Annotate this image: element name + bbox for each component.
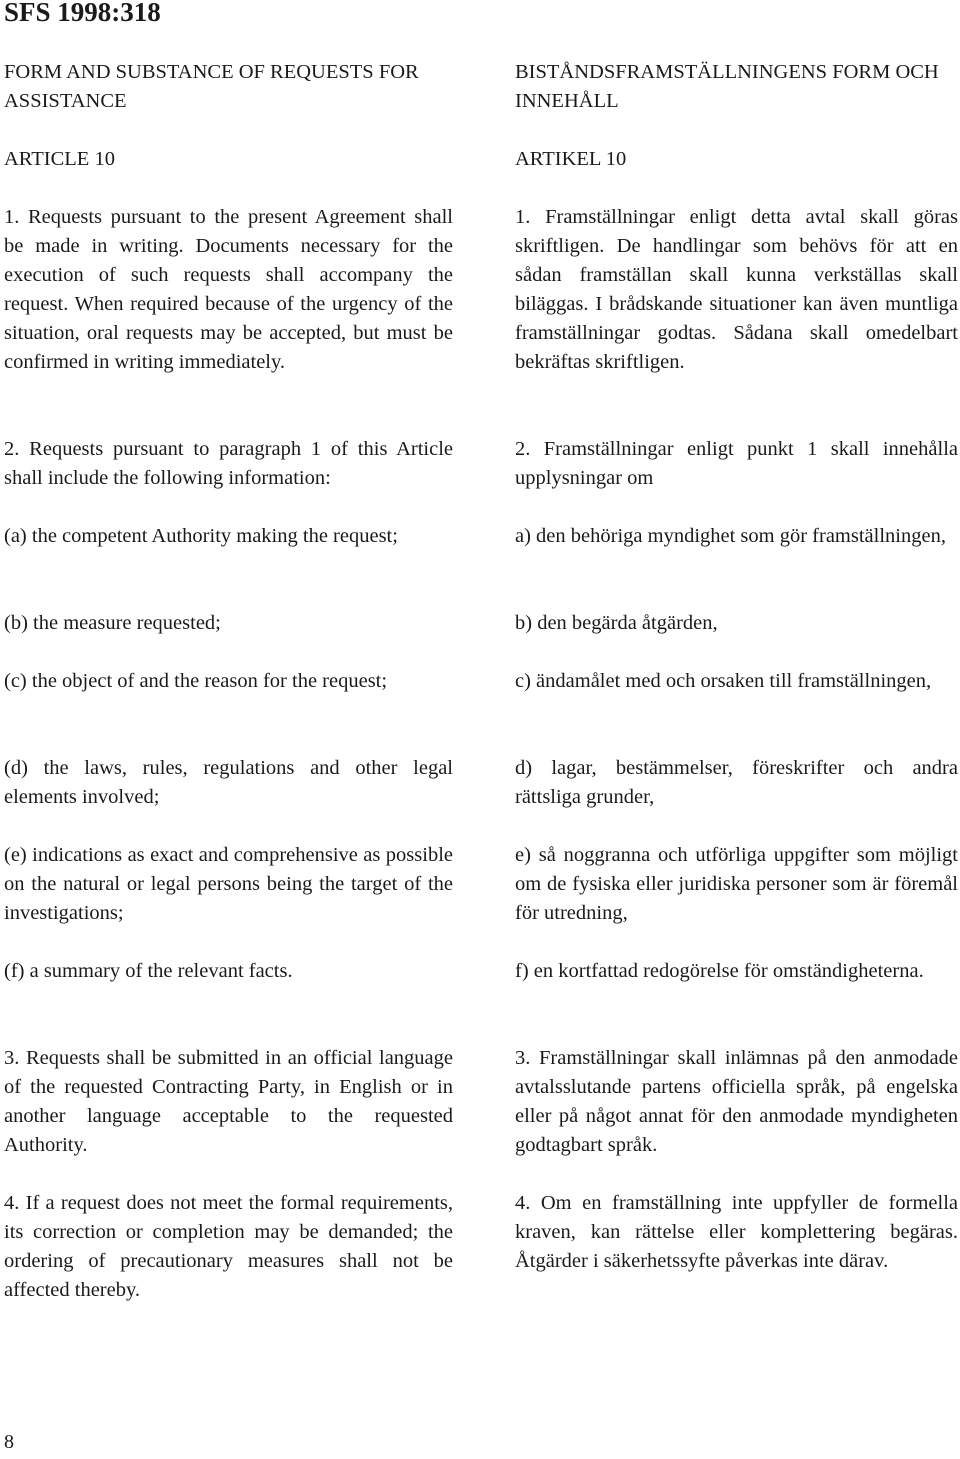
english-item-b: (b) the measure requested; [4,612,221,634]
swedish-item-a: a) den behöriga myndighet som gör framställningen, [515,525,946,547]
swedish-paragraph-3: 3. Framställningar skall inlämnas på den anmodade avtalsslutande partens officiella språk, på engelska eller på något annat för den anmodade myndigheten godtagbart språk. [515,1047,958,1156]
english-paragraph-2: 2. Requests pursuant to paragraph 1 of this Article shall include the following information: [4,438,453,489]
english-item-d: (d) the laws, rules, regulations and other legal elements involved; [4,757,453,808]
english-section-heading: FORM AND SUBSTANCE OF REQUESTS FOR ASSISTANCE [4,61,419,112]
swedish-paragraph-1: 1. Framställningar enligt detta avtal skall göras skriftligen. De handlingar som behövs för att en sådan framställan skall kunna verkställas skall biläggas. I brådskande situationer kan även muntliga framställningar godtas. Sådana skall omedelbart bekräftas skriftligen. [515,206,958,373]
english-item-a: (a) the competent Authority making the request; [4,525,398,547]
document-id: SFS 1998:318 [4,0,161,27]
english-paragraph-1: 1. Requests pursuant to the present Agreement shall be made in writing. Documents necessary for the execution of such requests shall accompany the request. When required because of the urgency of the situation, oral requests may be accepted, but must be confirmed in writing immediately. [4,206,453,373]
english-paragraph-4: 4. If a request does not meet the formal requirements, its correction or completion may be demanded; the ordering of precautionary measures shall not be affected thereby. [4,1192,453,1301]
swedish-paragraph-2: 2. Framställningar enligt punkt 1 skall innehålla upplysningar om [515,438,958,489]
swedish-section-heading: BISTÅNDSFRAMSTÄLLNINGENS FORM OCH INNEHÅLL [515,61,939,112]
english-article-title: ARTICLE 10 [4,148,115,170]
english-item-e: (e) indications as exact and comprehensive as possible on the natural or legal persons being the target of the investigations; [4,844,453,924]
swedish-item-f: f) en kortfattad redogörelse för omständigheterna. [515,960,924,982]
swedish-paragraph-4: 4. Om en framställning inte uppfyller de formella kraven, kan rättelse eller komplettering begäras. Åtgärder i säkerhetssyfte påverkas inte därav. [515,1192,958,1272]
english-item-f: (f) a summary of the relevant facts. [4,960,293,982]
swedish-item-b: b) den begärda åtgärden, [515,612,718,634]
swedish-item-d: d) lagar, bestämmelser, föreskrifter och andra rättsliga grunder, [515,757,958,808]
english-paragraph-3: 3. Requests shall be submitted in an official language of the requested Contracting Party, in English or in another language acceptable to the requested Authority. [4,1047,453,1156]
swedish-item-c: c) ändamålet med och orsaken till framställningen, [515,670,932,692]
english-item-c: (c) the object of and the reason for the request; [4,670,388,692]
swedish-article-title: ARTIKEL 10 [515,148,627,170]
swedish-item-e: e) så noggranna och utförliga uppgifter som möjligt om de fysiska eller juridiska personer som är föremål för utredning, [515,844,958,924]
page-number: 8 [4,1431,14,1453]
